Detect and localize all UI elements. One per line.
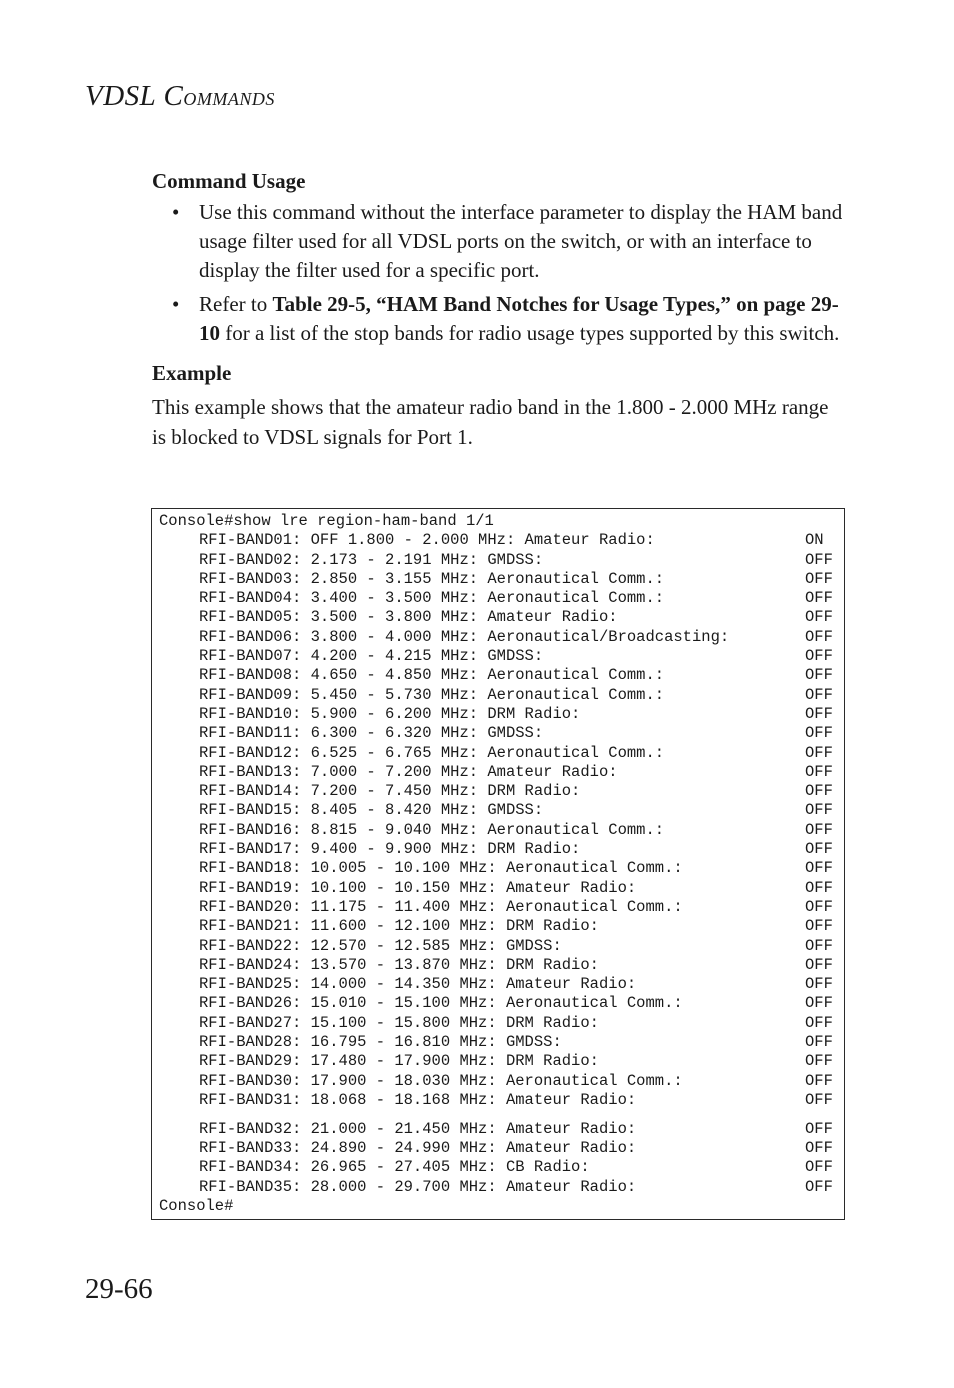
console-band-text: RFI-BAND27: 15.100 - 15.800 MHz: DRM Radio: — [199, 1013, 599, 1032]
console-band-status: OFF — [805, 724, 833, 743]
console-band-row — [159, 859, 844, 878]
console-band-row — [159, 647, 844, 666]
console-band-row — [159, 551, 844, 570]
console-band-status: OFF — [805, 955, 833, 974]
console-command-line: Console#show lre region-ham-band 1/1 — [159, 512, 494, 530]
console-band-text: RFI-BAND30: 17.900 - 18.030 MHz: Aeronautical Comm.: — [199, 1071, 683, 1090]
page-number: 29-66 — [85, 1273, 153, 1305]
console-band-row — [159, 1139, 844, 1158]
console-band-row — [159, 724, 844, 743]
console-band-status: OFF — [805, 1013, 833, 1032]
console-band-status: OFF — [805, 1158, 833, 1177]
console-band-status: OFF — [805, 1071, 833, 1090]
console-band-status: OFF — [805, 589, 833, 608]
console-band-status: OFF — [805, 878, 833, 897]
console-band-text: RFI-BAND25: 14.000 - 14.350 MHz: Amateur Radio: — [199, 975, 637, 994]
console-band-status: OFF — [805, 897, 833, 916]
console-band-text: RFI-BAND08: 4.650 - 4.850 MHz: Aeronautical Comm.: — [199, 666, 665, 685]
running-header-title-smallcaps: OMMANDS — [183, 89, 275, 109]
console-band-status: OFF — [805, 994, 833, 1013]
console-band-text: RFI-BAND11: 6.300 - 6.320 MHz: GMDSS: — [199, 724, 544, 743]
console-band-text: RFI-BAND04: 3.400 - 3.500 MHz: Aeronautical Comm.: — [199, 589, 665, 608]
example-description: This example shows that the amateur radio band in the 1.800 - 2.000 MHz range is blocked to VDSL signals for Port 1. — [152, 395, 829, 449]
console-band-status: OFF — [805, 840, 833, 859]
console-prompt-line: Console# — [159, 1196, 234, 1215]
usage-bullet-2-suffix: for a list of the stop bands for radio usage types supported by this switch. — [220, 321, 840, 345]
console-band-text: RFI-BAND26: 15.010 - 15.100 MHz: Aeronautical Comm.: — [199, 994, 683, 1013]
console-band-row — [159, 782, 844, 801]
console-band-status: OFF — [805, 666, 833, 685]
console-band-text: RFI-BAND17: 9.400 - 9.900 MHz: DRM Radio: — [199, 840, 581, 859]
console-band-row — [159, 666, 844, 685]
console-band-row — [159, 628, 844, 647]
console-band-text: RFI-BAND14: 7.200 - 7.450 MHz: DRM Radio: — [199, 782, 581, 801]
console-band-row — [159, 744, 844, 763]
console-band-text: RFI-BAND29: 17.480 - 17.900 MHz: DRM Radio: — [199, 1052, 599, 1071]
console-band-row — [159, 840, 844, 859]
console-output-box — [151, 508, 845, 1220]
console-band-text: RFI-BAND01: OFF 1.800 - 2.000 MHz: Amateur Radio: — [199, 531, 655, 550]
console-band-row — [159, 1158, 844, 1177]
console-band-text: RFI-BAND12: 6.525 - 6.765 MHz: Aeronautical Comm.: — [199, 743, 665, 762]
console-band-text: RFI-BAND31: 18.068 - 18.168 MHz: Amateur Radio: — [199, 1090, 637, 1109]
console-band-status: OFF — [805, 685, 833, 704]
console-band-row — [159, 821, 844, 840]
console-band-status: OFF — [805, 743, 833, 762]
console-band-text: RFI-BAND16: 8.815 - 9.040 MHz: Aeronautical Comm.: — [199, 820, 665, 839]
console-band-text: RFI-BAND24: 13.570 - 13.870 MHz: DRM Radio: — [199, 955, 599, 974]
console-band-status: OFF — [805, 782, 833, 801]
console-band-text: RFI-BAND13: 7.000 - 7.200 MHz: Amateur Radio: — [199, 762, 618, 781]
console-band-status: OFF — [805, 975, 833, 994]
console-band-row — [159, 1033, 844, 1052]
main-content — [152, 166, 847, 452]
console-band-text: RFI-BAND19: 10.100 - 10.150 MHz: Amateur Radio: — [199, 878, 637, 897]
console-band-text: RFI-BAND32: 21.000 - 21.450 MHz: Amateur Radio: — [199, 1119, 637, 1138]
console-band-text: RFI-BAND07: 4.200 - 4.215 MHz: GMDSS: — [199, 647, 544, 666]
usage-bullet-1-text: Use this command without the interface parameter to display the HAM band usage filter used for all VDSL ports on the switch, or with an interface to display the filter used for a specific port. — [199, 200, 843, 282]
table-cross-reference-link[interactable]: Table 29-5, “HAM Band Notches for Usage Types,” on page 29-10 — [199, 292, 839, 345]
usage-bullet-1 — [152, 198, 847, 285]
console-band-status: OFF — [805, 1139, 833, 1157]
running-header-title: VDSL C — [85, 80, 184, 112]
console-band-status: OFF — [805, 1033, 833, 1052]
console-band-text: RFI-BAND34: 26.965 - 27.405 MHz: CB Radio: — [199, 1158, 590, 1177]
console-band-status: OFF — [805, 627, 833, 646]
console-band-text: RFI-BAND15: 8.405 - 8.420 MHz: GMDSS: — [199, 801, 544, 820]
console-band-status: OFF — [805, 1090, 833, 1109]
console-band-row — [159, 589, 844, 608]
console-band-row — [159, 705, 844, 724]
console-band-text: RFI-BAND20: 11.175 - 11.400 MHz: Aeronautical Comm.: — [199, 897, 683, 916]
console-band-list — [159, 531, 844, 1197]
console-band-status: OFF — [805, 820, 833, 839]
console-band-row — [159, 1072, 844, 1091]
console-band-row — [159, 994, 844, 1013]
console-band-text: RFI-BAND28: 16.795 - 16.810 MHz: GMDSS: — [199, 1033, 562, 1052]
command-usage-heading: Command Usage — [152, 169, 306, 193]
console-band-row — [159, 1091, 844, 1110]
console-band-status: OFF — [805, 1052, 833, 1071]
console-band-text: RFI-BAND22: 12.570 - 12.585 MHz: GMDSS: — [199, 936, 562, 955]
bullet-marker: • — [172, 292, 180, 316]
console-band-text: RFI-BAND33: 24.890 - 24.990 MHz: Amateur Radio: — [199, 1139, 637, 1157]
console-band-row — [159, 1014, 844, 1033]
console-band-text: RFI-BAND10: 5.900 - 6.200 MHz: DRM Radio: — [199, 704, 581, 723]
console-band-row — [159, 879, 844, 898]
console-band-status: OFF — [805, 569, 833, 588]
console-band-row — [159, 937, 844, 956]
command-usage-list — [152, 198, 847, 348]
console-band-text: RFI-BAND06: 3.800 - 4.000 MHz: Aeronautical/Broadcasting: — [199, 627, 730, 646]
console-band-status: OFF — [805, 762, 833, 781]
console-band-row — [159, 801, 844, 820]
example-heading: Example — [152, 361, 232, 385]
console-band-row — [159, 570, 844, 589]
console-band-text: RFI-BAND05: 3.500 - 3.800 MHz: Amateur Radio: — [199, 608, 618, 627]
console-band-row — [159, 975, 844, 994]
console-band-status: OFF — [805, 1177, 833, 1196]
console-band-status: OFF — [805, 801, 833, 820]
console-band-text: RFI-BAND03: 2.850 - 3.155 MHz: Aeronautical Comm.: — [199, 569, 665, 588]
console-band-status: OFF — [805, 550, 833, 569]
console-band-text: RFI-BAND21: 11.600 - 12.100 MHz: DRM Radio: — [199, 917, 599, 936]
bullet-marker: • — [172, 200, 180, 224]
console-band-status: ON — [805, 531, 824, 550]
console-band-row — [159, 686, 844, 705]
console-band-row — [159, 917, 844, 936]
console-band-text: RFI-BAND35: 28.000 - 29.700 MHz: Amateur Radio: — [199, 1177, 637, 1196]
console-band-status: OFF — [805, 704, 833, 723]
console-band-text: RFI-BAND02: 2.173 - 2.191 MHz: GMDSS: — [199, 550, 544, 569]
console-band-row — [159, 531, 844, 550]
console-band-status: OFF — [805, 936, 833, 955]
console-band-row — [159, 1052, 844, 1071]
usage-bullet-2-prefix: Refer to — [199, 292, 273, 316]
console-band-status: OFF — [805, 647, 833, 666]
usage-bullet-2 — [152, 290, 847, 348]
console-band-row — [159, 763, 844, 782]
console-band-row — [159, 956, 844, 975]
console-band-text: RFI-BAND18: 10.005 - 10.100 MHz: Aeronautical Comm.: — [199, 859, 683, 878]
console-band-row — [159, 608, 844, 627]
running-header — [85, 80, 275, 113]
console-band-text: RFI-BAND09: 5.450 - 5.730 MHz: Aeronautical Comm.: — [199, 685, 665, 704]
console-band-status: OFF — [805, 917, 833, 936]
console-band-status: OFF — [805, 1119, 833, 1138]
console-band-status: OFF — [805, 859, 833, 878]
console-band-row — [159, 1178, 844, 1197]
console-band-status: OFF — [805, 608, 833, 627]
console-band-row — [159, 898, 844, 917]
console-band-row — [159, 1120, 844, 1139]
